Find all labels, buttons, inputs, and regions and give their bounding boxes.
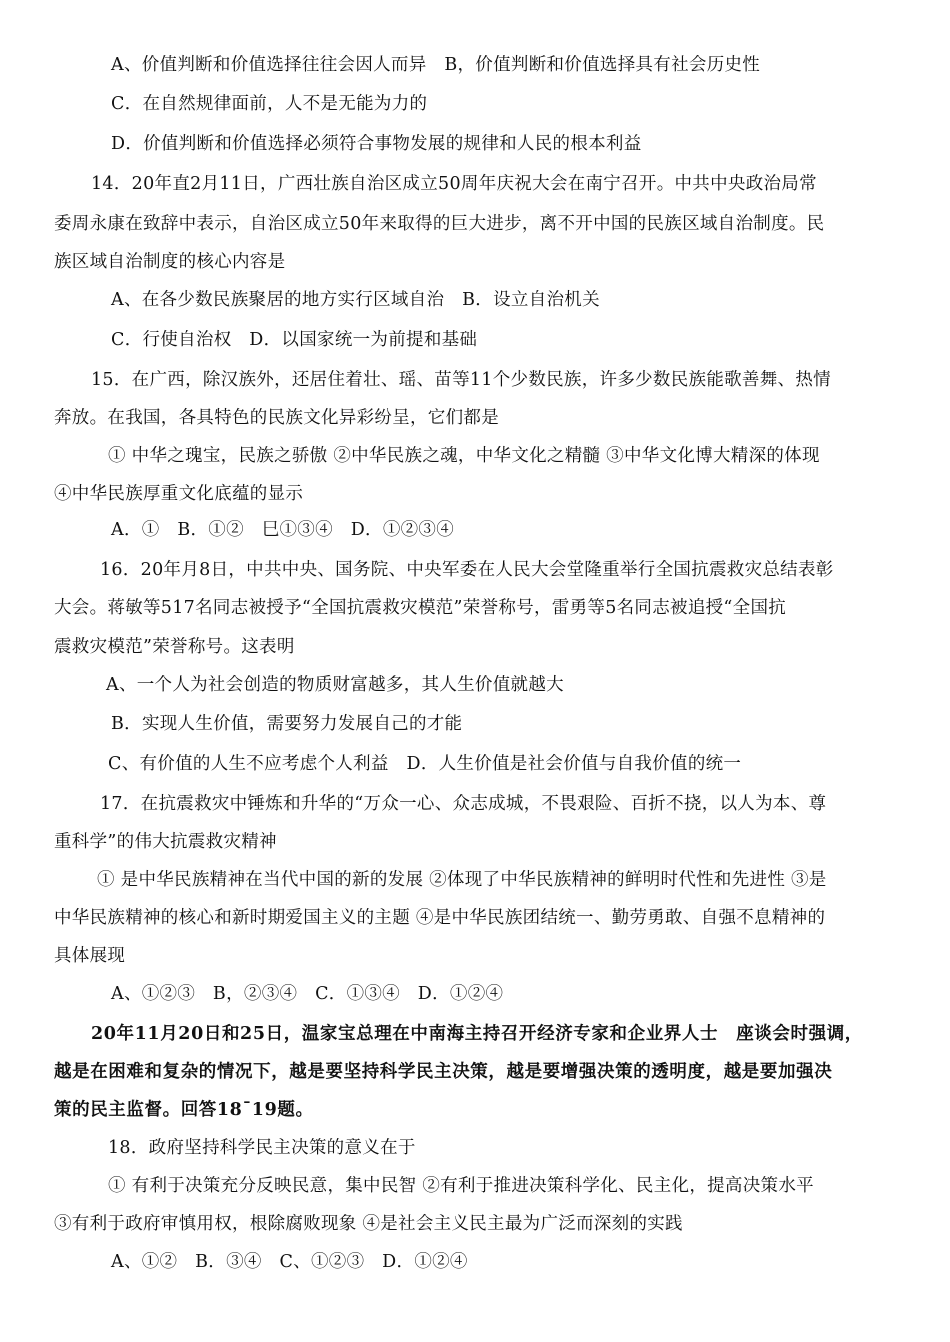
q16-stem-line-3: 震救灾模范”荣誉称号。这表明 (54, 637, 295, 657)
q18-stem: 18．政府坚持科学民主决策的意义在于 (108, 1138, 416, 1158)
q17-stem-line-2: 重科学”的伟大抗震救灾精神 (54, 832, 277, 852)
q14-options-a-b: A、在各少数民族聚居的地方实行区域自治 B．设立自治机关 (111, 290, 600, 310)
q16-stem-line-1: 16．20年月8日，中共中央、国务院、中央军委在人民大会堂隆重举行全国抗震救灾总结表彰 (100, 560, 834, 580)
q17-statements-3: 具体展现 (54, 946, 126, 966)
q17-statements-2: 中华民族精神的核心和新时期爱国主义的主题 ④是中华民族团结统一、勤劳勇敢、自强不息精神的 (54, 908, 826, 928)
q13-option-d: D．价值判断和价值选择必须符合事物发展的规律和人民的根本利益 (111, 134, 642, 154)
q17-options: A、①②③ B，②③④ C．①③④ D．①②④ (111, 984, 504, 1004)
q14-stem-line-2: 委周永康在致辞中表示，自治区成立50年来取得的巨大进步，离不开中国的民族区域自治制度。民 (54, 214, 825, 234)
q16-stem-line-2: 大会。蒋敏等517名同志被授予“全国抗震救灾模范”荣誉称号，雷勇等5名同志被追授“全国抗 (54, 598, 787, 618)
material-line-2: 越是在困难和复杂的情况下，越是要坚持科学民主决策，越是要增强决策的透明度，越是要加强决 (54, 1062, 833, 1082)
material-line-3: 策的民主监督。回答18¯19题。 (54, 1100, 314, 1120)
q16-option-a: A、一个人为社会创造的物质财富越多，其人生价值就越大 (106, 675, 564, 695)
q18-statements-2: ③有利于政府审慎用权，根除腐败现象 ④是社会主义民主最为广泛而深刻的实践 (54, 1214, 683, 1234)
q18-options: A、①② B．③④ C、①②③ D．①②④ (111, 1252, 468, 1272)
q14-stem-line-1: 14．20年直2月11日，广西壮族自治区成立50周年庆祝大会在南宁召开。中共中央政治局常 (91, 174, 817, 194)
q14-options-c-d: C．行使自治权 D．以国家统一为前提和基础 (111, 330, 478, 350)
q15-options: A．① B．①② 巳①③④ D．①②③④ (111, 520, 455, 540)
q16-option-b: B．实现人生价值，需要努力发展自己的才能 (111, 714, 463, 734)
q17-stem-line-1: 17．在抗震救灾中锤炼和升华的“万众一心、众志成城，不畏艰险、百折不挠，以人为本、尊 (100, 794, 827, 814)
material-line-1: 20年11月20日和25日，温家宝总理在中南海主持召开经济专家和企业界人士 座谈会时强调， (91, 1024, 863, 1044)
q15-statements-1: ① 中华之瑰宝，民族之骄傲 ②中华民族之魂，中华文化之精髓 ③中华文化博大精深的体现 (108, 446, 820, 466)
q15-statements-2: ④中华民族厚重文化底蕴的显示 (54, 484, 304, 504)
q14-stem-line-3: 族区域自治制度的核心内容是 (54, 252, 286, 272)
q16-options-c-d: C、有价值的人生不应考虑个人利益 D．人生价值是社会价值与自我价值的统一 (108, 754, 742, 774)
q18-statements-1: ① 有利于决策充分反映民意，集中民智 ②有利于推进决策科学化、民主化，提高决策水平 (108, 1176, 814, 1196)
q15-stem-line-1: 15．在广西，除汉族外，还居住着壮、瑶、苗等11个少数民族，许多少数民族能歌善舞、热情 (91, 370, 831, 390)
q13-option-c: C．在自然规律面前，人不是无能为力的 (111, 94, 428, 114)
q17-statements-1: ① 是中华民族精神在当代中国的新的发展 ②体现了中华民族精神的鲜明时代性和先进性 ③是 (97, 870, 827, 890)
q13-options-a-b: A、价值判断和价值选择往往会因人而异 B，价值判断和价值选择具有社会历史性 (111, 55, 761, 75)
q15-stem-line-2: 奔放。在我国，各具特色的民族文化异彩纷呈，它们都是 (54, 408, 499, 428)
